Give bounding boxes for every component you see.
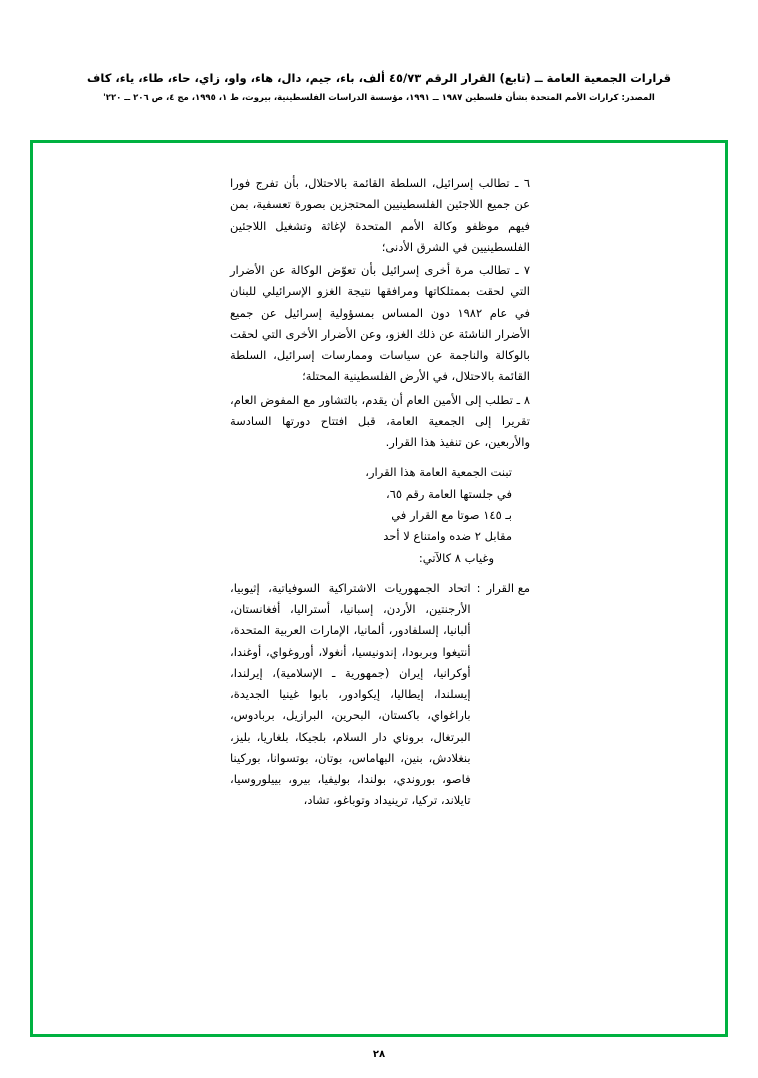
page-number: ٢٨ <box>372 1049 386 1060</box>
vote-line-5: وغياب ٨ كالآتي: <box>418 550 494 565</box>
document-body <box>230 173 530 812</box>
with-resolution-block <box>230 578 530 812</box>
paragraph-7: ٧ ـ تطالب مرة أخرى إسرائيل بأن تعوّض الوكالة عن الأضرار التي لحقت بممتلكاتها ومرافقها نتيجة الغزو الإسرائيلي للبنان في عام ١٩٨٢ دون المساس بمسؤولية إسرائيل عن جميع الأضرار الناشئة عن ذلك الغزو، وعن الأضرار الأخرى التي لحقت بالوكالة والناجمة عن سياسات وممارسات إسرائيل، السلطة القائمة بالاحتلال، في الأرض الفلسطينية المحتلة؛ <box>230 263 530 384</box>
vote-line-3: بـ ١٤٥ صوتا مع القرار في <box>391 507 512 522</box>
page-header <box>0 70 758 106</box>
with-resolution-colon: : <box>476 580 481 595</box>
with-resolution-countries: اتحاد الجمهوريات الاشتراكية السوفياتية، إثيوبيا، الأرجنتين، الأردن، إسبانيا، أستراليا، أفغانستان، ألبانيا، إلسلفادور، ألمانيا، الإمارات العربية المتحدة، أنتيغوا وبربودا، إندونيسيا، أنغولا، أوروغواي، أوغندا، أوكرانيا، إيران (جمهورية ـ الإسلامية)، إيرلندا، إيسلندا، إيطاليا، إيكوادور، بابوا غينيا الجديدة، باراغواي، باكستان، البحرين، البرازيل، بربادوس، البرتغال، بروناي دار السلام، بلجيكا، بلغاريا، بليز، بنغلادش، بنين، البهاماس، بوتان، بوتسوانا، بوركينا فاصو، بوروندي، بولندا، بوليفيا، بيرو، بييلوروسيا، تايلاند، تركيا، ترينيداد وتوباغو، تشاد، <box>230 580 471 808</box>
vote-block <box>230 462 530 568</box>
header-source: المصدر: كرارات الأمم المتحدة بشأن فلسطين ١٩٨٧ ــ ١٩٩١، مؤسسة الدراسات الفلسطينية، بيروت، ط ١، ١٩٩٥، مج ٤، ص ٢٠٦ ــ ٢٢٠' <box>103 93 655 104</box>
vote-line-4: مقابل ٢ ضده وامتناع لا أحد <box>383 529 512 544</box>
paragraph-8: ٨ ـ تطلب إلى الأمين العام أن يقدم، بالتشاور مع المفوض العام، تقريرا إلى الجمعية العامة، قبل افتتاح دورتها السادسة والأربعين، عن تنفيذ هذا القرار. <box>230 392 530 450</box>
paragraph-6: ٦ ـ تطالب إسرائيل، السلطة القائمة بالاحتلال، بأن تفرج فورا عن جميع اللاجئين الفلسطينيين المحتجزين بصورة تعسفية، بمن فيهم موظفو وكالة الأمم المتحدة لإغاثة وتشغيل اللاجئين الفلسطينيين في الشرق الأدنى؛ <box>230 176 530 254</box>
with-resolution-label: مع القرار <box>486 580 530 595</box>
vote-line-1: تبنت الجمعية العامة هذا القرار، <box>365 465 512 480</box>
vote-line-2: في جلستها العامة رقم ٦٥، <box>385 486 512 501</box>
header-title: قرارات الجمعية العامة ــ (تابع) القرار الرقم ٤٥/٧٣ ألف، باء، جيم، دال، هاء، واو، زاي، حاء، طاء، ياء، كاف <box>87 71 671 85</box>
green-border-frame <box>30 140 728 1037</box>
